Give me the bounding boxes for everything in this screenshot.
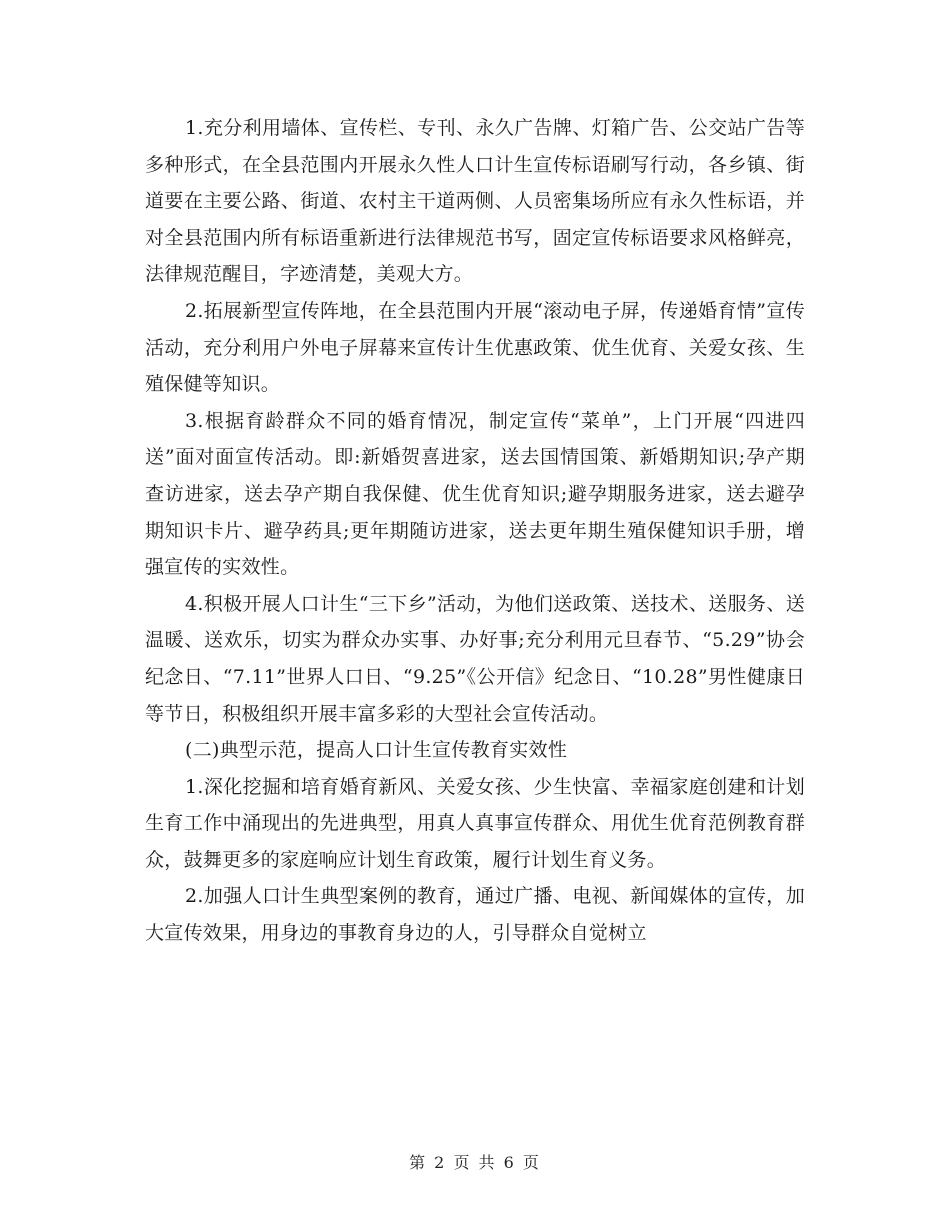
paragraph-3: 3.根据育龄群众不同的婚育情况，制定宣传“菜单”，上门开展“四进四送”面对面宣传活动。即:新婚贺喜进家，送去国情国策、新婚期知识;孕产期查访进家，送去孕产期自我保健、优生优育知识;避孕期服务进家，送去避孕期知识卡片、避孕药具;更年期随访进家，送去更年期生殖保健知识手册，增强宣传的实效性。 bbox=[145, 409, 805, 579]
paragraph-4: 4.积极开展人口计生“三下乡”活动，为他们送政策、送技术、送服务、送温暖、送欢乐，切实为群众办实事、办好事;充分利用元旦春节、“5.29”协会纪念日、“7.11”世界人口日、“9.25”《公开信》纪念日、“10.28”男性健康日等节日，积极组织开展丰富多彩的大型社会宣传活动。 bbox=[145, 592, 805, 725]
section-heading: (二)典型示范，提高人口计生宣传教育实效性 bbox=[185, 739, 568, 762]
document-body bbox=[145, 110, 805, 952]
paragraph-1: 1.充分利用墙体、宣传栏、专刊、永久广告牌、灯箱广告、公交站广告等多种形式，在全县范围内开展永久性人口计生宣传标语刷写行动，各乡镇、街道要在主要公路、街道、农村主干道两侧、人员密集场所应有永久性标语，并对全县范围内所有标语重新进行法律规范书写，固定宣传标语要求风格鲜亮，法律规范醒目，字迹清楚，美观大方。 bbox=[145, 117, 805, 286]
paragraph-2: 2.拓展新型宣传阵地，在全县范围内开展“滚动电子屏，传递婚育情”宣传活动，充分利用户外电子屏幕来宣传计生优惠政策、优生优育、关爱女孩、生殖保健等知识。 bbox=[145, 299, 805, 396]
paragraph-6: 2.加强人口计生典型案例的教育，通过广播、电视、新闻媒体的宣传，加大宣传效果，用身边的事教育身边的人，引导群众自觉树立 bbox=[145, 885, 805, 945]
paragraph-5: 1.深化挖掘和培育婚育新风、关爱女孩、少生快富、幸福家庭创建和计划生育工作中涌现出的先进典型，用真人真事宣传群众、用优生优育范例教育群众，鼓舞更多的家庭响应计划生育政策，履行计划生育义务。 bbox=[145, 775, 805, 871]
page-number-footer: 第 2 页 共 6 页 bbox=[409, 1153, 541, 1172]
